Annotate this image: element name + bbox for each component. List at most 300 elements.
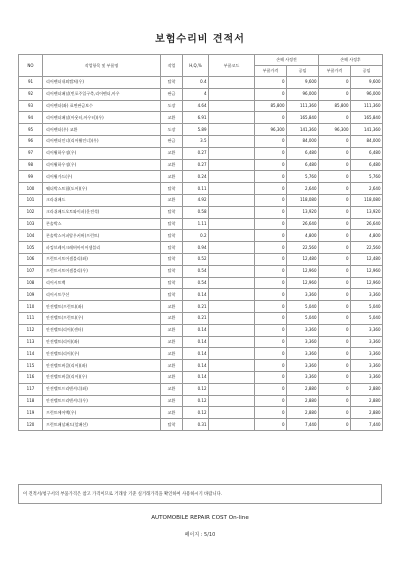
table-row [19,230,383,242]
cell-part-price-before: 0 [255,383,287,395]
cell-hq: 0.94 [183,242,209,254]
cell-labor-after: 111,360 [351,100,383,112]
cell-labor-after: 13,920 [351,206,383,218]
cell-part-price-before: 0 [255,324,287,336]
estimate-table [18,54,383,431]
table-row [19,277,383,289]
cell-work: 탈착 [161,419,183,431]
cell-part-price-before: 0 [255,419,287,431]
cell-part-price-before: 0 [255,312,287,324]
cell-part-code [209,77,255,89]
document-title: 보험수리비 견적서 [155,34,245,45]
cell-labor-before: 5,760 [287,171,319,183]
cell-part-price-before: 96,300 [255,124,287,136]
cell-part-price-after: 0 [319,324,351,336]
cell-item: 크라쉬패드오토와이퍼(운전석) [43,206,161,218]
cell-part-price-after: 0 [319,77,351,89]
cell-labor-before: 2,880 [287,383,319,395]
header-part-price-before: 부품가격 [255,66,287,77]
cell-part-price-after: 0 [319,383,351,395]
header-no: NO [19,55,43,77]
table-row [19,253,383,265]
cell-labor-before: 3,360 [287,348,319,360]
cell-item: 리어펜더인너(리어휠인너)(우) [43,135,161,147]
cell-labor-before: 26,640 [287,218,319,230]
cell-part-price-after: 0 [319,242,351,254]
cell-labor-after: 96,000 [351,88,383,100]
cell-no: 120 [19,419,43,431]
cell-item: 안전벨트프리텐셔너(우) [43,395,161,407]
table-row [19,265,383,277]
cell-part-code [209,100,255,112]
cell-no: 92 [19,88,43,100]
cell-no: 103 [19,218,43,230]
cell-part-price-before: 0 [255,230,287,242]
cell-no: 119 [19,407,43,419]
cell-no: 105 [19,242,43,254]
cell-part-price-before: 0 [255,112,287,124]
cell-no: 93 [19,100,43,112]
cell-part-code [209,242,255,254]
cell-labor-before: 6,480 [287,147,319,159]
cell-labor-before: 12,960 [287,265,319,277]
cell-labor-before: 7,440 [287,419,319,431]
cell-labor-before: 5,040 [287,301,319,313]
cell-hq: 0.54 [183,277,209,289]
cell-part-price-before: 0 [255,265,287,277]
cell-labor-after: 3,360 [351,360,383,372]
cell-part-price-after: 0 [319,371,351,383]
cell-part-price-after: 0 [319,253,351,265]
cell-no: 91 [19,77,43,89]
cell-no: 118 [19,395,43,407]
header-hq: H,Q,% [183,55,209,77]
cell-labor-before: 141,360 [287,124,319,136]
cell-labor-before: 6,480 [287,159,319,171]
cell-labor-before: 84,000 [287,135,319,147]
table-row [19,183,383,195]
cell-part-code [209,301,255,313]
cell-part-price-after: 0 [319,407,351,419]
cell-item: 리어펜더(좌) 표면판금보수 [43,100,161,112]
cell-work: 교환 [161,194,183,206]
cell-work: 판금 [161,135,183,147]
cell-labor-after: 4,800 [351,230,383,242]
header-labor-before: 공임 [287,66,319,77]
cell-item: 안전벨트(프런트)(우) [43,312,161,324]
cell-no: 110 [19,301,43,313]
table-row [19,371,383,383]
cell-hq: 0.14 [183,324,209,336]
cell-hq: 0.12 [183,395,209,407]
cell-part-price-after: 0 [319,336,351,348]
cell-work: 교환 [161,407,183,419]
cell-labor-after: 118,080 [351,194,383,206]
cell-hq: 0.2 [183,230,209,242]
table-row [19,112,383,124]
cell-part-price-before: 0 [255,253,287,265]
cell-item: 안전벨트(리어)(좌) [43,336,161,348]
cell-part-price-before: 0 [255,171,287,183]
cell-no: 112 [19,324,43,336]
cell-no: 113 [19,336,43,348]
cell-part-price-before: 0 [255,194,287,206]
cell-work: 교환 [161,147,183,159]
page-indicator: 페이지 : 5/10 [184,532,216,538]
table-row [19,206,383,218]
cell-hq: 0.27 [183,159,209,171]
cell-labor-after: 12,960 [351,277,383,289]
header-labor-after: 공임 [351,66,383,77]
table-row [19,419,383,431]
cell-part-price-before: 0 [255,336,287,348]
cell-part-price-after: 0 [319,277,351,289]
table-row [19,147,383,159]
cell-part-code [209,336,255,348]
cell-work: 교환 [161,159,183,171]
cell-no: 94 [19,112,43,124]
cell-labor-before: 12,960 [287,277,319,289]
cell-work: 교환 [161,171,183,183]
cell-work: 탈착 [161,77,183,89]
cell-part-code [209,206,255,218]
cell-part-price-after: 0 [319,395,351,407]
cell-hq: 4.64 [183,100,209,112]
cell-labor-after: 141,360 [351,124,383,136]
cell-no: 96 [19,135,43,147]
header-before-adjustment: 손해 사정전 [255,55,319,66]
cell-part-price-after: 0 [319,230,351,242]
cell-item: 리어펜더패널(아웃터,아우터)(우) [43,112,161,124]
table-row [19,77,383,89]
cell-part-price-before: 0 [255,77,287,89]
cell-labor-before: 118,080 [287,194,319,206]
cell-part-price-before: 0 [255,135,287,147]
cell-no: 98 [19,159,43,171]
cell-no: 108 [19,277,43,289]
cell-hq: 0.14 [183,371,209,383]
cell-part-price-after: 85,800 [319,100,351,112]
cell-hq: 0.31 [183,419,209,431]
cell-work: 도장 [161,124,183,136]
cell-item: 크라쉬패드 [43,194,161,206]
cell-labor-after: 3,360 [351,348,383,360]
cell-part-price-before: 0 [255,147,287,159]
cell-labor-before: 3,360 [287,289,319,301]
cell-part-code [209,147,255,159]
cell-labor-after: 2,880 [351,383,383,395]
cell-hq: 0.54 [183,265,209,277]
cell-part-code [209,230,255,242]
cell-item: 리어펜더내외캡쳐(우) [43,77,161,89]
cell-part-price-before: 0 [255,289,287,301]
cell-item: 리어휠하우징(우) [43,147,161,159]
cell-work: 교환 [161,301,183,313]
cell-work: 탈착 [161,242,183,254]
cell-labor-after: 26,640 [351,218,383,230]
cell-item: 콘솔박스 [43,218,161,230]
cell-work: 탈착 [161,206,183,218]
table-row [19,88,383,100]
cell-labor-before: 3,360 [287,371,319,383]
cell-labor-after: 3,360 [351,324,383,336]
cell-work: 교환 [161,360,183,372]
table-row [19,100,383,112]
cell-part-price-before: 85,800 [255,100,287,112]
cell-labor-after: 84,000 [351,135,383,147]
cell-item: 리어시트쿠션 [43,289,161,301]
cell-part-price-before: 0 [255,395,287,407]
cell-part-price-after: 0 [319,360,351,372]
cell-part-price-after: 0 [319,147,351,159]
cell-labor-after: 5,760 [351,171,383,183]
cell-item: 파킹브레이크레버아이어셈블리 [43,242,161,254]
cell-item: 안전벨트프리텐셔너(좌) [43,383,161,395]
cell-part-code [209,407,255,419]
cell-part-price-before: 0 [255,360,287,372]
cell-part-price-after: 0 [319,88,351,100]
header-after-adjustment: 손해 사정후 [319,55,383,66]
cell-work: 교환 [161,371,183,383]
cell-part-price-after: 0 [319,112,351,124]
cell-hq: 6.91 [183,112,209,124]
cell-item: 리어시트백 [43,277,161,289]
cell-no: 114 [19,348,43,360]
cell-no: 111 [19,312,43,324]
cell-work: 탈착 [161,253,183,265]
cell-part-code [209,124,255,136]
cell-work: 교환 [161,324,183,336]
cell-hq: 0.21 [183,312,209,324]
cell-labor-after: 5,040 [351,301,383,313]
cell-work: 탈착 [161,289,183,301]
cell-item: 콘솔박스어퍼암우커버(프런트) [43,230,161,242]
cell-hq: 0.14 [183,360,209,372]
cell-labor-before: 5,040 [287,312,319,324]
cell-work: 탈착 [161,230,183,242]
cell-part-code [209,135,255,147]
cell-part-price-before: 0 [255,183,287,195]
cell-item: 프런트패널패드(앞패션) [43,419,161,431]
cell-part-code [209,88,255,100]
cell-hq: 0.14 [183,336,209,348]
cell-part-price-after: 0 [319,312,351,324]
cell-part-price-before: 0 [255,348,287,360]
cell-no: 100 [19,183,43,195]
header-item: 작업항목 및 부품명 [43,55,161,77]
cell-part-code [209,383,255,395]
table-row [19,218,383,230]
cell-labor-after: 165,840 [351,112,383,124]
cell-labor-before: 96,000 [287,88,319,100]
cell-no: 97 [19,147,43,159]
cell-part-code [209,371,255,383]
cell-no: 106 [19,253,43,265]
estimate-table-body [19,77,383,431]
cell-part-price-after: 0 [319,171,351,183]
cell-part-code [209,277,255,289]
cell-labor-after: 22,560 [351,242,383,254]
cell-part-code [209,348,255,360]
cell-hq: 0.27 [183,147,209,159]
cell-part-price-before: 0 [255,301,287,313]
cell-part-price-after: 0 [319,206,351,218]
cell-part-price-after: 0 [319,183,351,195]
table-row [19,336,383,348]
cell-labor-before: 12,480 [287,253,319,265]
cell-part-code [209,289,255,301]
cell-labor-after: 3,360 [351,336,383,348]
header-part-code: 부품코드 [209,55,255,77]
cell-no: 101 [19,194,43,206]
cell-no: 104 [19,230,43,242]
disclaimer-note: 이 견적서/청구서의 부품가격은 참고 가격이므로 거래상 기준 실거래가격을 확인하여 사용하시기 바랍니다. [18,484,382,504]
cell-part-price-after: 0 [319,135,351,147]
cell-labor-before: 2,640 [287,183,319,195]
cell-part-code [209,218,255,230]
footer-brand: AUTOMOBILE REPAIR COST On-line [151,515,249,521]
table-row [19,194,383,206]
cell-hq: 1.11 [183,218,209,230]
cell-item: 안전벨트버클(리어)(좌) [43,360,161,372]
cell-hq: 0.11 [183,183,209,195]
table-row [19,348,383,360]
cell-labor-after: 3,360 [351,289,383,301]
cell-no: 107 [19,265,43,277]
cell-labor-before: 111,360 [287,100,319,112]
cell-part-price-before: 0 [255,277,287,289]
cell-labor-before: 3,360 [287,360,319,372]
cell-labor-before: 2,880 [287,395,319,407]
cell-part-price-after: 0 [319,419,351,431]
cell-work: 탈착 [161,183,183,195]
cell-part-code [209,395,255,407]
cell-no: 95 [19,124,43,136]
cell-labor-after: 2,640 [351,183,383,195]
cell-item: 웨더박스트립(도어)(우) [43,183,161,195]
cell-item: 프런트시트어셈블리(우) [43,265,161,277]
cell-work: 교환 [161,383,183,395]
cell-labor-before: 13,920 [287,206,319,218]
cell-work: 도장 [161,100,183,112]
cell-labor-after: 12,480 [351,253,383,265]
cell-part-code [209,253,255,265]
cell-hq: 0.52 [183,253,209,265]
cell-hq: 0.24 [183,171,209,183]
cell-labor-after: 7,440 [351,419,383,431]
cell-part-price-before: 0 [255,88,287,100]
table-row [19,124,383,136]
cell-work: 판금 [161,88,183,100]
cell-no: 99 [19,171,43,183]
cell-part-code [209,265,255,277]
cell-part-price-after: 96,300 [319,124,351,136]
cell-labor-before: 2,880 [287,407,319,419]
cell-hq: 4.92 [183,194,209,206]
table-row [19,383,383,395]
cell-work: 탈착 [161,277,183,289]
cell-part-code [209,159,255,171]
cell-no: 116 [19,371,43,383]
cell-part-price-after: 0 [319,301,351,313]
cell-item: 리어펜더패널(빈포주입구측,리어펜더,아우 [43,88,161,100]
cell-item: 안전벨트(리어)(우) [43,348,161,360]
table-row [19,242,383,254]
table-row [19,289,383,301]
cell-part-price-before: 0 [255,242,287,254]
cell-hq: 0.12 [183,383,209,395]
cell-part-price-after: 0 [319,194,351,206]
cell-labor-after: 3,360 [351,371,383,383]
cell-part-price-before: 0 [255,159,287,171]
cell-work: 탈착 [161,265,183,277]
cell-work: 교환 [161,336,183,348]
cell-hq: 3.5 [183,135,209,147]
cell-hq: 5.89 [183,124,209,136]
cell-part-price-after: 0 [319,348,351,360]
cell-part-price-after: 0 [319,289,351,301]
cell-no: 115 [19,360,43,372]
cell-labor-after: 6,480 [351,147,383,159]
cell-part-code [209,183,255,195]
cell-item: 리어휠하우징(우) [43,159,161,171]
cell-item: 안전벨트(리어)(센터) [43,324,161,336]
cell-part-price-before: 0 [255,218,287,230]
cell-labor-after: 2,880 [351,395,383,407]
cell-part-code [209,312,255,324]
cell-labor-after: 9,600 [351,77,383,89]
cell-work: 교환 [161,112,183,124]
table-row [19,324,383,336]
cell-no: 109 [19,289,43,301]
cell-labor-before: 22,560 [287,242,319,254]
cell-hq: 0.21 [183,301,209,313]
cell-part-code [209,194,255,206]
cell-hq: 0.14 [183,289,209,301]
cell-part-code [209,360,255,372]
cell-work: 탈착 [161,218,183,230]
cell-part-price-after: 0 [319,218,351,230]
cell-part-price-after: 0 [319,265,351,277]
table-row [19,301,383,313]
cell-labor-before: 165,840 [287,112,319,124]
table-row [19,171,383,183]
cell-item: 안전벨트버클(리어)(우) [43,371,161,383]
cell-part-code [209,112,255,124]
table-row [19,407,383,419]
cell-labor-after: 12,960 [351,265,383,277]
cell-hq: 0.58 [183,206,209,218]
table-row [19,159,383,171]
cell-part-price-before: 0 [255,206,287,218]
table-row [19,135,383,147]
cell-labor-before: 3,360 [287,324,319,336]
cell-labor-after: 2,880 [351,407,383,419]
cell-work: 교환 [161,312,183,324]
header-work: 작업 [161,55,183,77]
header-part-price-after: 부품가격 [319,66,351,77]
cell-part-code [209,324,255,336]
cell-work: 교환 [161,395,183,407]
cell-work: 교환 [161,348,183,360]
cell-part-price-after: 0 [319,159,351,171]
cell-part-price-before: 0 [255,371,287,383]
cell-no: 117 [19,383,43,395]
table-row [19,312,383,324]
cell-labor-after: 5,040 [351,312,383,324]
cell-labor-after: 6,480 [351,159,383,171]
estimate-table-wrapper [18,54,382,431]
